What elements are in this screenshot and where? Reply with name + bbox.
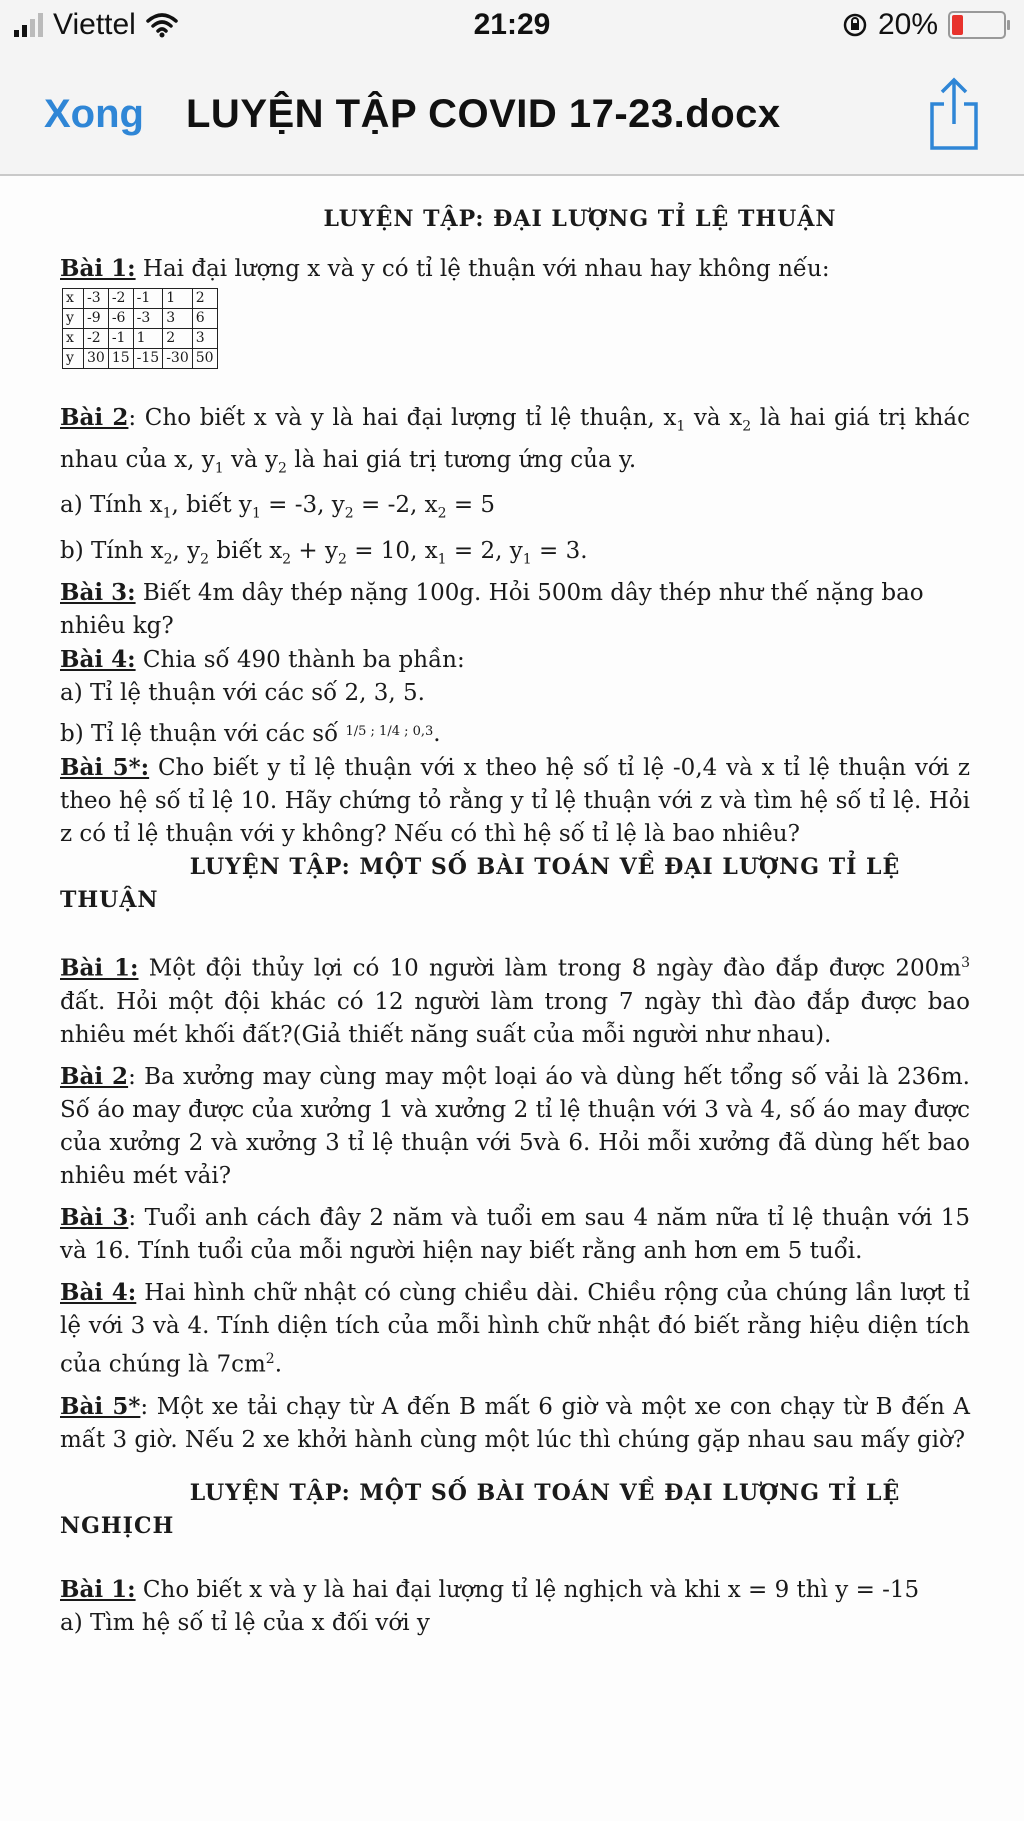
table-row	[63, 349, 218, 369]
table-cell: 6	[192, 309, 217, 329]
battery-percent: 20%	[877, 8, 938, 41]
table-cell: -9	[84, 309, 109, 329]
table-row	[63, 309, 218, 329]
status-bar	[0, 0, 1024, 56]
s1-b4: Bài 4: Chia số 490 thành ba phần:	[60, 646, 465, 674]
table-cell: -2	[84, 329, 109, 349]
section2-title-line2: THUẬN	[60, 887, 159, 914]
done-button[interactable]: Xong	[44, 92, 144, 136]
table-cell: -30	[163, 349, 193, 369]
table-cell: 3	[163, 309, 193, 329]
carrier-name: Viettel	[53, 8, 136, 41]
table-cell: -3	[133, 309, 163, 329]
section3-title-line2: NGHỊCH	[60, 1512, 175, 1539]
s2-b2: Bài 2: Ba xưởng may cùng may một loại áo và dùng hết tổng số vải là 236m. Số áo may được của xưởng 1 và xưởng 2 tỉ lệ thuận với 3 và 4, số áo may được của xưởng 2 và xưởng 3 tỉ lệ thuận với 5và 6. Hỏi mỗi xưởng đã dùng hết bao nhiêu mét vải?	[60, 1063, 970, 1190]
s1-b4-b: b) Tỉ lệ thuận với các số 1/5 ; 1/4 ; 0,3.	[60, 721, 441, 748]
status-right	[842, 8, 1006, 42]
s1-b5: Bài 5*: Cho biết y tỉ lệ thuận với x theo hệ số tỉ lệ -0,4 và x tỉ lệ thuận với z theo hệ số tỉ lệ 10. Hãy chứng tỏ rằng y tỉ lệ thuận với z và tìm hệ số tỉ lệ. Hỏi z có tỉ lệ thuận với y không? Nếu có thì hệ số tỉ lệ là bao nhiêu?	[60, 754, 970, 848]
section2-title-line1: LUYỆN TẬP: MỘT SỐ BÀI TOÁN VỀ ĐẠI LƯỢNG TỈ LỆ	[189, 854, 901, 881]
battery-icon	[948, 11, 1006, 39]
values-table	[62, 288, 218, 369]
s3-b1-a: a) Tìm hệ số tỉ lệ của x đối với y	[60, 1609, 430, 1636]
table-row	[63, 329, 218, 349]
s3-b1: Bài 1: Cho biết x và y là hai đại lượng tỉ lệ nghịch và khi x = 9 thì y = -15	[60, 1575, 920, 1603]
table-cell: -1	[133, 289, 163, 309]
table-cell: 2	[192, 289, 217, 309]
fraction-expression: 1/5 ; 1/4 ; 0,3	[345, 724, 434, 740]
table-cell: -3	[84, 289, 109, 309]
s1-b3: Bài 3: Biết 4m dây thép nặng 100g. Hỏi 500m dây thép như thế nặng bao nhiêu kg?	[60, 579, 924, 640]
file-title: LUYỆN TẬP COVID 17-23.docx	[186, 92, 781, 136]
table-cell: 3	[192, 329, 217, 349]
table-cell: 50	[192, 349, 217, 369]
section3-title-line1: LUYỆN TẬP: MỘT SỐ BÀI TOÁN VỀ ĐẠI LƯỢNG TỈ LỆ	[189, 1479, 901, 1506]
table-cell: x	[63, 289, 84, 309]
table-cell: 30	[84, 349, 109, 369]
table-cell: x	[63, 329, 84, 349]
table-cell: 1	[163, 289, 193, 309]
s1-b2-b: b) Tính $x_2$, $y_2$ biết $x_2 + y_2 = 10$, $x_1 = 2$, $y_1 = 3$.	[60, 537, 588, 568]
s1-b2-a: a) Tính $x_1$, biết $y_1 = -3$, $y_2 = -2$, $x_2 = 5$	[60, 492, 496, 522]
s2-b4: Bài 4: Hai hình chữ nhật có cùng chiều dài. Chiều rộng của chúng lần lượt tỉ lệ với 3 và 4. Tính diện tích của mỗi hình chữ nhật đó biết rằng hiệu diện tích của chúng là $7cm^2$.	[60, 1279, 970, 1378]
share-icon[interactable]	[926, 76, 982, 152]
table-cell: -1	[108, 329, 133, 349]
section1-title: LUYỆN TẬP: ĐẠI LƯỢNG TỈ LỆ THUẬN	[323, 206, 837, 232]
orientation-lock-icon	[842, 12, 868, 38]
s1-b1: Bài 1: Hai đại lượng x và y có tỉ lệ thuận với nhau hay không nếu:	[60, 255, 830, 282]
document-body	[60, 176, 970, 1640]
table-cell: -2	[108, 289, 133, 309]
s2-b3: Bài 3: Tuổi anh cách đây 2 năm và tuổi em sau 4 năm nữa tỉ lệ thuận với 15 và 16. Tính tuổi của mỗi người hiện nay biết rằng anh hơn em 5 tuổi.	[60, 1204, 971, 1265]
table-cell: -6	[108, 309, 133, 329]
battery-fill	[952, 15, 963, 35]
table-cell: -15	[133, 349, 163, 369]
s1-b2: Bài 2: Cho biết x và y là hai đại lượng tỉ lệ thuận, $x_1$ và $x_2$ là hai giá trị khác nhau của x, $y_1$ và $y_2$ là hai giá trị tương ứng của y.	[60, 404, 971, 477]
s2-b1: Bài 1: Một đội thủy lợi có 10 người làm trong 8 ngày đào đắp được $200m^3$ đất. Hỏi một đội khác có 12 người làm trong 7 ngày thì đào đắp được bao nhiêu mét khối đất?(Giả thiết năng suất của mỗi người như nhau).	[60, 955, 970, 1049]
table-cell: y	[63, 309, 84, 329]
table-cell: 15	[108, 349, 133, 369]
table-cell: y	[63, 349, 84, 369]
s1-b4-a: a) Tỉ lệ thuận với các số 2, 3, 5.	[60, 680, 425, 707]
s2-b5: Bài 5*: Một xe tải chạy từ A đến B mất 6 giờ và một xe con chạy từ B đến A mất 3 giờ. Nếu 2 xe khởi hành cùng một lúc thì chúng gặp nhau sau mấy giờ?	[60, 1392, 970, 1453]
table-cell: 2	[163, 329, 193, 349]
table-row	[63, 289, 218, 309]
table-cell: 1	[133, 329, 163, 349]
nav-bar	[0, 56, 1024, 176]
status-time: 21:29	[473, 8, 551, 41]
